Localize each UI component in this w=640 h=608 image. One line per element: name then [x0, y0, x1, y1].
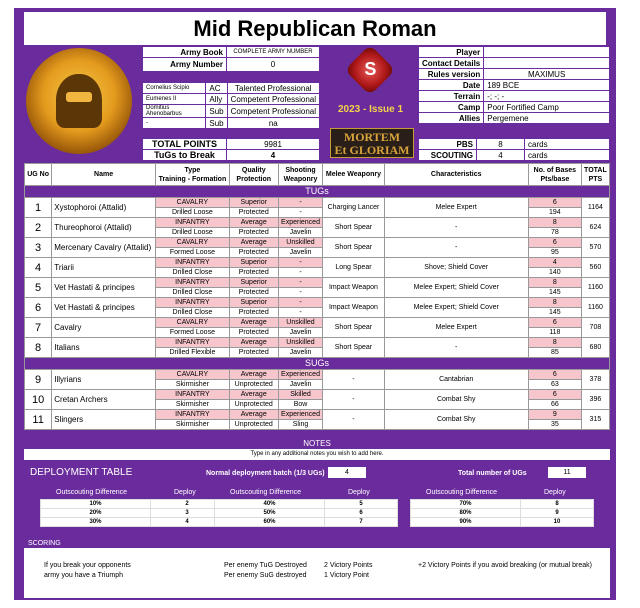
total-ugs-label: Total number of UGs [458, 470, 527, 477]
cell: 70% [411, 500, 521, 509]
unit-row [25, 198, 610, 208]
cell: Shove; Shield Cover [384, 258, 528, 278]
cell: Player [419, 47, 484, 58]
cell: 624 [581, 218, 609, 238]
cell: CAVALRY [155, 238, 229, 248]
cell: Contact Details [419, 58, 484, 69]
cell: 708 [581, 318, 609, 338]
commander-row [143, 83, 320, 94]
cell: 30% [41, 518, 151, 527]
cell: PTS [588, 175, 603, 183]
cell: Average [229, 318, 278, 328]
cell: Ally [206, 94, 227, 105]
cell: - [278, 298, 323, 308]
deployment-grid [40, 499, 224, 527]
cell: Melee Expert [384, 318, 528, 338]
cell: Skirmisher [155, 400, 229, 410]
cell: Short Spear [323, 338, 384, 358]
cell: army you have a Triumph [44, 572, 123, 579]
cell: - [278, 308, 323, 318]
cell: 80% [411, 509, 521, 518]
cell: Per enemy TuG Destroyed [224, 562, 307, 569]
unit-row [25, 278, 610, 288]
cell: Average [229, 370, 278, 380]
scoring-title: SCORING [28, 540, 61, 547]
cell: - [384, 338, 528, 358]
cell: Competent Professional [227, 94, 319, 105]
cell: Protected [229, 288, 278, 298]
cell: 3 [25, 238, 52, 258]
cell: Formed Loose [155, 328, 229, 338]
cell: 118 [528, 328, 581, 338]
cell: Average [229, 390, 278, 400]
cell: Drilled Close [155, 268, 229, 278]
cell: TOTAL [584, 166, 607, 174]
cell: 145 [528, 288, 581, 298]
cell: AC [206, 83, 227, 94]
cell: Drilled Loose [155, 208, 229, 218]
cell: 6 [528, 198, 581, 208]
cell: Protected [229, 228, 278, 238]
cell: 3 [151, 509, 224, 518]
cell: Long Spear [323, 258, 384, 278]
cell: Impact Weapon [323, 298, 384, 318]
deploy-label: Deploy [174, 489, 196, 496]
cell: Superior [229, 278, 278, 288]
cell: 6 [325, 509, 398, 518]
mortem-et-gloriam-logo [330, 128, 414, 158]
sugs-section-header: SUGs [25, 358, 610, 370]
notes-field[interactable]: Type in any additional notes you wish to add here. [24, 449, 610, 460]
cell: S [364, 59, 377, 80]
cell: Maximum 10 pts [324, 551, 376, 558]
player-info [418, 46, 610, 124]
cell: If you break your opponents [44, 562, 131, 569]
commander-row [143, 105, 320, 118]
cell: 63 [528, 380, 581, 390]
cell: CAVALRY [155, 370, 229, 380]
cell: Javelin [278, 248, 323, 258]
cell: Melee Expert; Shield Cover [384, 278, 528, 298]
cell: Drilled Flexible [155, 348, 229, 358]
cell: Eumenes II [143, 94, 206, 105]
commanders-table [142, 82, 320, 129]
cell: Army Book [143, 47, 227, 58]
unit-row [25, 318, 610, 328]
cell: 8 [528, 218, 581, 228]
cell: 10% [41, 500, 151, 509]
cell: - [278, 288, 323, 298]
cell: 8 [528, 298, 581, 308]
cell: TuGs to Break [143, 150, 227, 161]
cell: INFANTRY [155, 298, 229, 308]
cell: Short Spear [323, 238, 384, 258]
unit-row [25, 390, 610, 400]
cell: Type [184, 166, 201, 174]
cell: cards [525, 139, 610, 150]
cell: -; -; - [484, 91, 610, 102]
cell: - [278, 258, 323, 268]
cell: COMPLETE ARMY NUMBER [227, 47, 320, 58]
cell: Quality [241, 166, 266, 174]
cell: Melee Expert [384, 198, 528, 218]
cell: - [278, 278, 323, 288]
cell: Per enemy SuG destroyed [224, 572, 307, 579]
cell: 40% [215, 500, 325, 509]
unit-row [25, 258, 610, 268]
cell: 140 [528, 268, 581, 278]
unit-row [25, 338, 610, 348]
cell: - [323, 390, 384, 410]
cell: INFANTRY [155, 218, 229, 228]
cell: Combat Shy [384, 410, 528, 430]
cell: Bow [278, 400, 323, 410]
cell: UG No [27, 171, 49, 178]
unit-row [25, 238, 610, 248]
cell: Poor Fortified Camp [484, 102, 610, 113]
cell: 680 [581, 338, 609, 358]
cell: Unskilled [278, 338, 323, 348]
cell: 15 Victory Points [144, 551, 197, 558]
cell: Superior [229, 258, 278, 268]
cell: 194 [528, 208, 581, 218]
cell: 95 [528, 248, 581, 258]
unit-row [25, 410, 610, 420]
cell: Army Number [143, 58, 227, 72]
deploy-label: Deploy [544, 489, 566, 496]
cell: 78 [528, 228, 581, 238]
cell: CAVALRY [155, 318, 229, 328]
cell: Characteristics [384, 164, 528, 186]
cell: Sling [278, 420, 323, 430]
commander-row [143, 118, 320, 129]
cell: 5 [25, 278, 52, 298]
cell: 35 [528, 420, 581, 430]
cell: 378 [581, 370, 609, 390]
cell: TOTAL POINTS [143, 139, 227, 150]
cell: 8 [528, 338, 581, 348]
scoring-panel [24, 548, 610, 598]
cell: 1164 [581, 198, 609, 218]
cell: - [323, 410, 384, 430]
deployment-title: DEPLOYMENT TABLE [30, 467, 133, 478]
cell: 189 BCE [484, 80, 610, 91]
cell: SCOUTING [419, 150, 477, 161]
cell: Name [52, 164, 156, 186]
spartan-helmet-logo [26, 48, 132, 154]
cell: MORTEM [343, 130, 401, 144]
cell: Sub [206, 118, 227, 129]
cell: Triarii [52, 258, 156, 278]
cell: 0 [227, 58, 320, 72]
cell: 570 [581, 238, 609, 258]
cell: Talented Professional [227, 83, 319, 94]
deployment-grid [214, 499, 398, 527]
cell: Pts/base [540, 175, 570, 183]
cell: Skirmisher [155, 380, 229, 390]
cell: Protected [229, 208, 278, 218]
cell: 6 [25, 298, 52, 318]
cell: Drilled Close [155, 308, 229, 318]
cell: 7 [25, 318, 52, 338]
cell: 5 [325, 500, 398, 509]
cell: Vet Hastati & principes [52, 298, 156, 318]
cell: Xystophoroi (Attalid) [52, 198, 156, 218]
cell: Skilled [278, 390, 323, 400]
cell: 1160 [581, 278, 609, 298]
cell: Average [229, 238, 278, 248]
cell: Unprotected [229, 400, 278, 410]
cell: Cantabrian [384, 370, 528, 390]
page-title: Mid Republican Roman [24, 12, 606, 45]
cell: MAXIMUS [484, 69, 610, 80]
cell: Skirmisher [155, 420, 229, 430]
outscouting-label: Outscouting Difference [426, 489, 498, 496]
cell: Impact Weapon [323, 278, 384, 298]
cell: CAVALRY [155, 198, 229, 208]
cell: Combat Shy [384, 390, 528, 410]
cell: - [278, 268, 323, 278]
cell: Cretan Archers [52, 390, 156, 410]
outscouting-label: Outscouting Difference [230, 489, 302, 496]
cell: +2 Victory Points if you avoid breaking (or mutual break) [418, 562, 592, 569]
cell: INFANTRY [155, 410, 229, 420]
cell: Shooting [285, 166, 316, 174]
cell: Melee Expert; Shield Cover [384, 298, 528, 318]
cell: Italians [52, 338, 156, 358]
cell: Short Spear [323, 318, 384, 338]
cell: No. of Bases [533, 166, 577, 174]
cell: Pergemene [484, 113, 610, 124]
cell: 20% [41, 509, 151, 518]
cell: Average [229, 338, 278, 348]
cell: 4 [25, 258, 52, 278]
cell: Superior [229, 198, 278, 208]
unit-row [25, 298, 610, 308]
cell: - [278, 208, 323, 218]
cell: Unskilled [278, 238, 323, 248]
cell: - [323, 370, 384, 390]
cell: Javelin [278, 348, 323, 358]
cell [484, 58, 610, 69]
cell: 315 [581, 410, 609, 430]
cell: Weaponry [283, 175, 318, 183]
cell: 145 [528, 308, 581, 318]
batch-label: Normal deployment batch (1/3 UGs) [206, 470, 325, 477]
cell: 7 [325, 518, 398, 527]
cell: 8 [521, 500, 594, 509]
cell: INFANTRY [155, 258, 229, 268]
cell: Terrain [419, 91, 484, 102]
cell: 6 [528, 390, 581, 400]
cell: 6 [528, 238, 581, 248]
cell: Date [419, 80, 484, 91]
cell: Drilled Close [155, 288, 229, 298]
cell: - [143, 118, 206, 129]
cell: 1160 [581, 298, 609, 318]
cell: 10 [25, 390, 52, 410]
unit-row [25, 370, 610, 380]
cell: Short Spear [323, 218, 384, 238]
cell: Camp [419, 102, 484, 113]
cell: Charging Lancer [323, 198, 384, 218]
cell: Unskilled [278, 318, 323, 328]
unit-row [25, 218, 610, 228]
cell: na [227, 118, 319, 129]
cell: Competent Professional [227, 105, 319, 118]
cell: Protected [229, 348, 278, 358]
cell: 396 [581, 390, 609, 410]
cell: Slingers [52, 410, 156, 430]
cell: Allies [419, 113, 484, 124]
commander-row [143, 94, 320, 105]
cell: Protected [229, 308, 278, 318]
cell: Protected [229, 248, 278, 258]
cell: - [278, 198, 323, 208]
cell: 11 [25, 410, 52, 430]
cell: 6 [528, 318, 581, 328]
cell: Protected [229, 268, 278, 278]
cell: Rules version [419, 69, 484, 80]
cell: 10 [521, 518, 594, 527]
cell: Superior [229, 298, 278, 308]
batch-value: 4 [328, 467, 366, 478]
cell: 9 [528, 410, 581, 420]
cell: Melee Weaponry [323, 164, 384, 186]
cell: 4 [227, 150, 320, 161]
cell: Average [229, 218, 278, 228]
tugs-section-header: TUGs [25, 186, 610, 198]
notes-header: NOTES [24, 438, 610, 449]
deployment-grid [410, 499, 594, 527]
cell: Sub [206, 105, 227, 118]
cell: Unprotected [229, 380, 278, 390]
cell: 9981 [227, 139, 320, 150]
cell: 4 [528, 258, 581, 268]
units-table [24, 163, 610, 430]
cell: Drilled Loose [155, 228, 229, 238]
cell: DAMAGE DONE SCORE [236, 551, 317, 558]
cell: 1 Victory Point [324, 572, 370, 579]
cell: Et GLORIAM [334, 143, 410, 157]
cell: Vet Hastati & principes [52, 278, 156, 298]
cell: 66 [528, 400, 581, 410]
cell: 560 [581, 258, 609, 278]
cell: Illyrians [52, 370, 156, 390]
cell: 8 [477, 139, 525, 150]
cell: SURVIVAL [476, 551, 511, 558]
cell: Javelin [278, 328, 323, 338]
issue-label: 2023 - Issue 1 [338, 104, 404, 115]
cell: 1 [25, 198, 52, 218]
cell: Protection [236, 175, 272, 183]
cell: Protected [229, 328, 278, 338]
cell: 85 [528, 348, 581, 358]
cell: INFANTRY [155, 278, 229, 288]
cell [484, 47, 610, 58]
points-table [142, 138, 320, 161]
cell: Training - Formation [158, 175, 227, 183]
cell: Javelin [278, 228, 323, 238]
cell: cards [525, 150, 610, 161]
cell: Average [229, 410, 278, 420]
cell: 9 [521, 509, 594, 518]
cell: INFANTRY [155, 390, 229, 400]
cell: Experienced [278, 218, 323, 228]
cell: Cavalry [52, 318, 156, 338]
cell: 60% [215, 518, 325, 527]
cell: 2 [25, 218, 52, 238]
cell: 50% [215, 509, 325, 518]
cell: 90% [411, 518, 521, 527]
cell: Cornelius Scipio [143, 83, 206, 94]
cell: 8 [25, 338, 52, 358]
cell: Formed Loose [155, 248, 229, 258]
cell: Mercenary Cavalry (Attalid) [52, 238, 156, 258]
cell: 2 Victory Points [324, 562, 373, 569]
outscouting-label: Outscouting Difference [56, 489, 128, 496]
cell: Domitius Ahenobarbus [143, 105, 206, 118]
pbs-scouting [418, 138, 610, 161]
deploy-label: Deploy [348, 489, 370, 496]
cell: 4 [151, 518, 224, 527]
cell: INFANTRY [155, 338, 229, 348]
cell: 6 [528, 370, 581, 380]
cell: TRIUMPH [80, 551, 112, 558]
army-info [142, 46, 320, 72]
cell: Experienced [278, 410, 323, 420]
total-ugs-value: 11 [548, 467, 586, 478]
cell: 4 [477, 150, 525, 161]
table-header [25, 164, 610, 186]
cell: Unprotected [229, 420, 278, 430]
cell: Experienced [278, 370, 323, 380]
cell: PBS [419, 139, 477, 150]
cell: 9 [25, 370, 52, 390]
cell: Javelin [278, 380, 323, 390]
cell: Thureophoroi (Attalid) [52, 218, 156, 238]
cell: 8 [528, 278, 581, 288]
cell: - [384, 238, 528, 258]
cell: 2 [151, 500, 224, 509]
cell: - [384, 218, 528, 238]
